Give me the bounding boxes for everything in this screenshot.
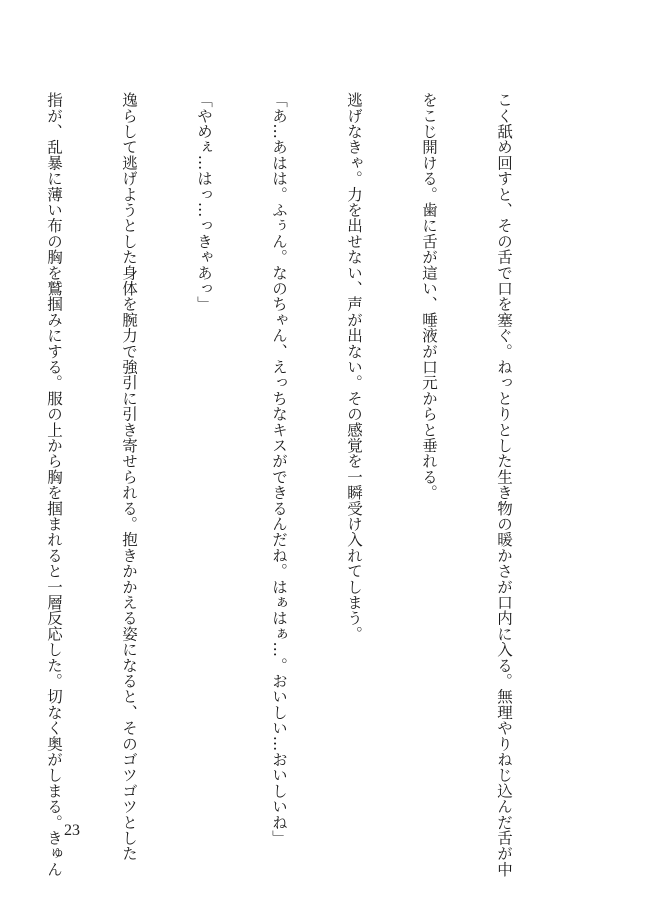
text-line: 指が、乱暴に薄い布の胸を鷲掴みにする。服の上から胸を掴まれると一層反応した。切なく奥がしまる。きゅん (45, 92, 63, 877)
page-number: 23 (64, 822, 80, 839)
text-line: 逃げなきゃ。力を出せない、声が出ない。その感覚を一瞬受け入れてしまう。 (345, 92, 363, 642)
text-line: 逸らして逃げようとした身体を腕力で強引に引き寄せられる。抱きかかえる姿になると、そのゴツゴツとした (120, 92, 138, 862)
text-line: をこじ開ける。歯に舌が這い、唾液が口元からと垂れる。 (420, 92, 438, 501)
text-line: 「やめぇ…はっ…っきゃあっ」 (195, 92, 213, 312)
text-line: こく舐め回すと、その舌で口を塞ぐ。ねっとりとした生き物の暖かさが口内に入る。無理やりねじ込んだ舌が中 (495, 92, 513, 878)
vertical-text-body (0, 92, 566, 878)
text-line: 「あ…あはは。ふぅん。なのちゃん、えっちなキスができるんだね。はぁはぁ…。おいしい…おいしいね」 (270, 92, 288, 846)
